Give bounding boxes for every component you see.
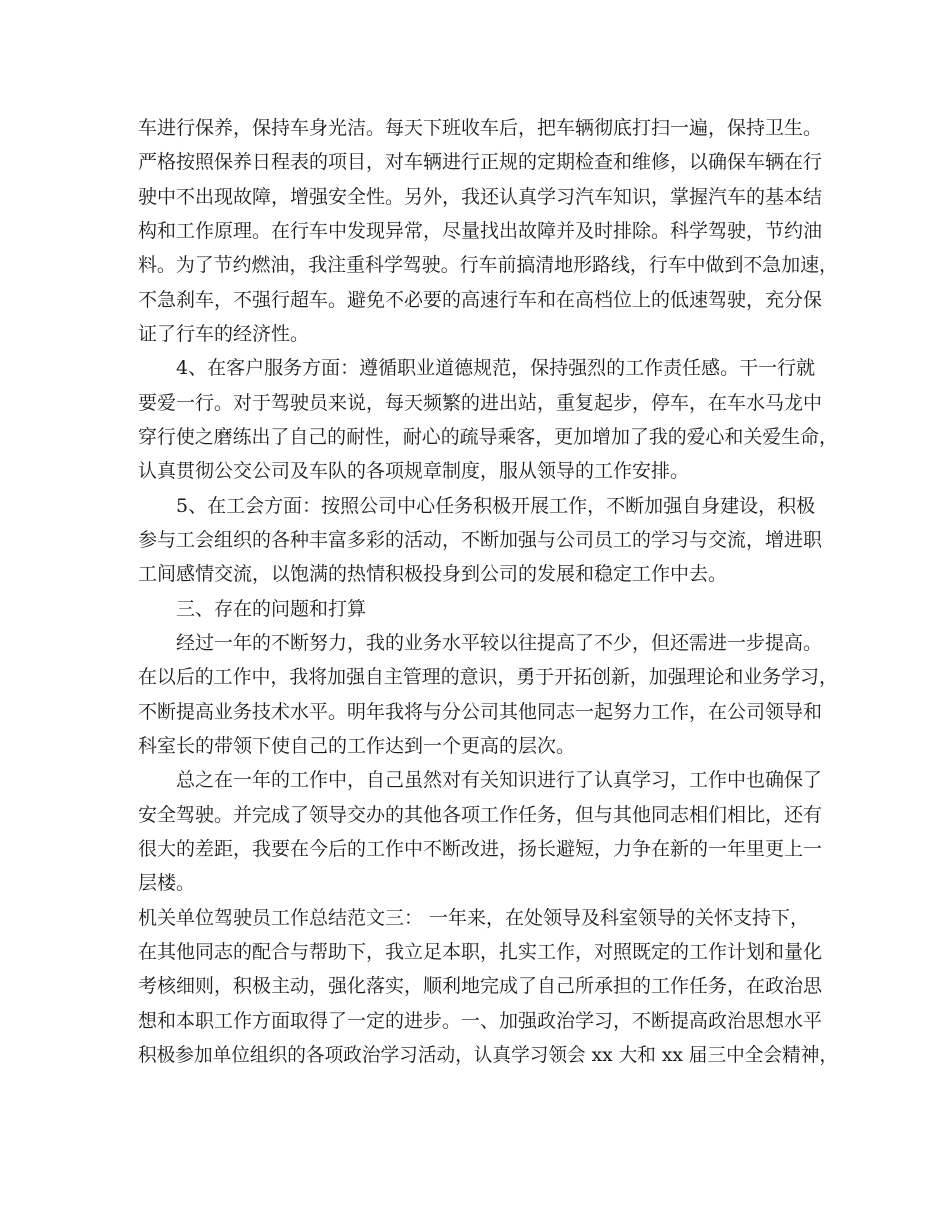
section-title-line: 机关单位驾驶员工作总结范文三： 一年来，在处领导及科室领导的关怀支持下， (138, 907, 810, 929)
text-line: 严格按照保养日程表的项目，对车辆进行正规的定期检查和维修，以确保车辆在行 (138, 151, 823, 173)
text-line: 要爱一行。对于驾驶员来说，每天频繁的进出站，重复起步，停车，在车水马龙中 (138, 392, 823, 414)
text-line: 驶中不出现故障，增强安全性。另外，我还认真学习汽车知识，掌握汽车的基本结 (138, 186, 823, 208)
text-line: 经过一年的不断努力，我的业务水平较以往提高了不少，但还需进一步提高。 (176, 632, 823, 654)
text-line: 科室长的带领下使自己的工作达到一个更高的层次。 (138, 735, 576, 757)
text-line: 很大的差距，我要在今后的工作中不断改进，扬长避短，力争在新的一年里更上一 (138, 838, 823, 860)
text-line: 不急刹车，不强行超车。避免不必要的高速行车和在高档位上的低速驾驶，充分保 (138, 289, 823, 311)
text-line: 认真贯彻公交公司及车队的各项规章制度，服从领导的工作安排。 (138, 460, 690, 482)
text-line: 料。为了节约燃油，我注重科学驾驶。行车前搞清地形路线，行车中做到不急加速， (138, 254, 838, 276)
text-line: 层楼。 (138, 872, 196, 894)
text-line: 工间感情交流，以饱满的热情积极投身到公司的发展和稳定工作中去。 (138, 563, 728, 585)
text-line: 穿行使之磨练出了自己的耐性，耐心的疏导乘客，更加增加了我的爱心和关爱生命， (138, 426, 838, 448)
text-line: 构和工作原理。在行车中发现异常，尽量找出故障并及时排除。科学驾驶，节约油 (138, 220, 823, 242)
text-line: 安全驾驶。并完成了领导交办的其他各项工作任务，但与其他同志相们相比，还有 (138, 804, 823, 826)
text-line: 考核细则，积极主动，强化落实，顺利地完成了自己所承担的工作任务，在政治思 (138, 975, 823, 997)
text-line: 总之在一年的工作中，自己虽然对有关知识进行了认真学习，工作中也确保了 (176, 769, 823, 791)
text-line: 5、在工会方面：按照公司中心任务积极开展工作，不断加强自身建设，积极 (176, 495, 816, 517)
text-line: 车进行保养，保持车身光洁。每天下班收车后，把车辆彻底打扫一遍，保持卫生。 (138, 117, 823, 139)
text-line: 参与工会组织的各种丰富多彩的活动，不断加强与公司员工的学习与交流，增进职 (138, 529, 823, 551)
section-heading: 三、存在的问题和打算 (176, 598, 367, 620)
text-line: 在其他同志的配合与帮助下，我立足本职，扎实工作，对照既定的工作计划和量化 (138, 941, 823, 963)
text-line: 想和本职工作方面取得了一定的进步。一、加强政治学习，不断提高政治思想水平 (138, 1010, 823, 1032)
text-line: 4、在客户服务方面：遵循职业道德规范，保持强烈的工作责任感。干一行就 (176, 357, 816, 379)
text-line: 积极参加单位组织的各项政治学习活动，认真学习领会 xx 大和 xx 届三中全会精神， (138, 1044, 839, 1066)
text-line: 在以后的工作中，我将加强自主管理的意识，勇于开拓创新，加强理论和业务学习， (138, 666, 838, 688)
text-line: 不断提高业务技术水平。明年我将与分公司其他同志一起努力工作，在公司领导和 (138, 701, 823, 723)
text-line: 证了行车的经济性。 (138, 323, 310, 345)
